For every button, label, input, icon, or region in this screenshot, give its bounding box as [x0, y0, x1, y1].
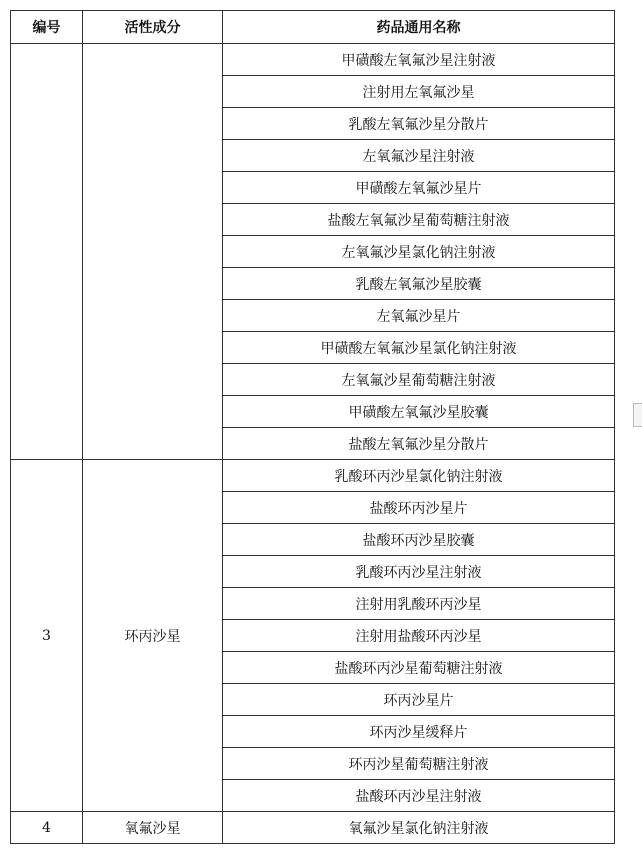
- drug-name-cell: 左氧氟沙星注射液: [223, 140, 615, 172]
- drug-name-cell: 乳酸左氧氟沙星胶囊: [223, 268, 615, 300]
- drug-table: [10, 10, 615, 844]
- active-ingredient-cell: [83, 44, 223, 460]
- header-generic-name: 药品通用名称: [223, 11, 615, 44]
- drug-name-cell: 左氧氟沙星葡萄糖注射液: [223, 364, 615, 396]
- drug-name-cell: 甲磺酸左氧氟沙星注射液: [223, 44, 615, 76]
- drug-name-cell: 盐酸左氧氟沙星分散片: [223, 428, 615, 460]
- drug-name-cell: 盐酸左氧氟沙星葡萄糖注射液: [223, 204, 615, 236]
- drug-name-cell: 左氧氟沙星氯化钠注射液: [223, 236, 615, 268]
- table-header: [11, 11, 615, 44]
- group-number-cell: 3: [11, 460, 83, 812]
- drug-name-cell: 盐酸环丙沙星注射液: [223, 780, 615, 812]
- drug-name-cell: 乳酸环丙沙星氯化钠注射液: [223, 460, 615, 492]
- drug-name-cell: 注射用左氧氟沙星: [223, 76, 615, 108]
- drug-name-cell: 注射用乳酸环丙沙星: [223, 588, 615, 620]
- group-number-cell: 4: [11, 812, 83, 844]
- drug-name-cell: 氧氟沙星氯化钠注射液: [223, 812, 615, 844]
- drug-name-cell: 环丙沙星缓释片: [223, 716, 615, 748]
- active-ingredient-cell: 环丙沙星: [83, 460, 223, 812]
- drug-name-cell: 甲磺酸左氧氟沙星胶囊: [223, 396, 615, 428]
- drug-name-cell: 环丙沙星葡萄糖注射液: [223, 748, 615, 780]
- drug-name-cell: 注射用盐酸环丙沙星: [223, 620, 615, 652]
- header-row: [11, 11, 615, 44]
- drug-name-cell: 盐酸环丙沙星片: [223, 492, 615, 524]
- header-active-ingredient: 活性成分: [83, 11, 223, 44]
- drug-name-cell: 环丙沙星片: [223, 684, 615, 716]
- group-number-cell: [11, 44, 83, 460]
- table-body: [11, 44, 615, 844]
- table-row: [11, 812, 615, 844]
- drug-name-cell: 左氧氟沙星片: [223, 300, 615, 332]
- active-ingredient-cell: 氧氟沙星: [83, 812, 223, 844]
- drug-name-cell: 乳酸左氧氟沙星分散片: [223, 108, 615, 140]
- table-row: [11, 460, 615, 492]
- drug-name-cell: 甲磺酸左氧氟沙星氯化钠注射液: [223, 332, 615, 364]
- scroll-handle[interactable]: [633, 403, 642, 427]
- drug-name-cell: 盐酸环丙沙星葡萄糖注射液: [223, 652, 615, 684]
- drug-name-cell: 甲磺酸左氧氟沙星片: [223, 172, 615, 204]
- header-number: 编号: [11, 11, 83, 44]
- table-row: [11, 44, 615, 76]
- drug-name-cell: 盐酸环丙沙星胶囊: [223, 524, 615, 556]
- drug-name-cell: 乳酸环丙沙星注射液: [223, 556, 615, 588]
